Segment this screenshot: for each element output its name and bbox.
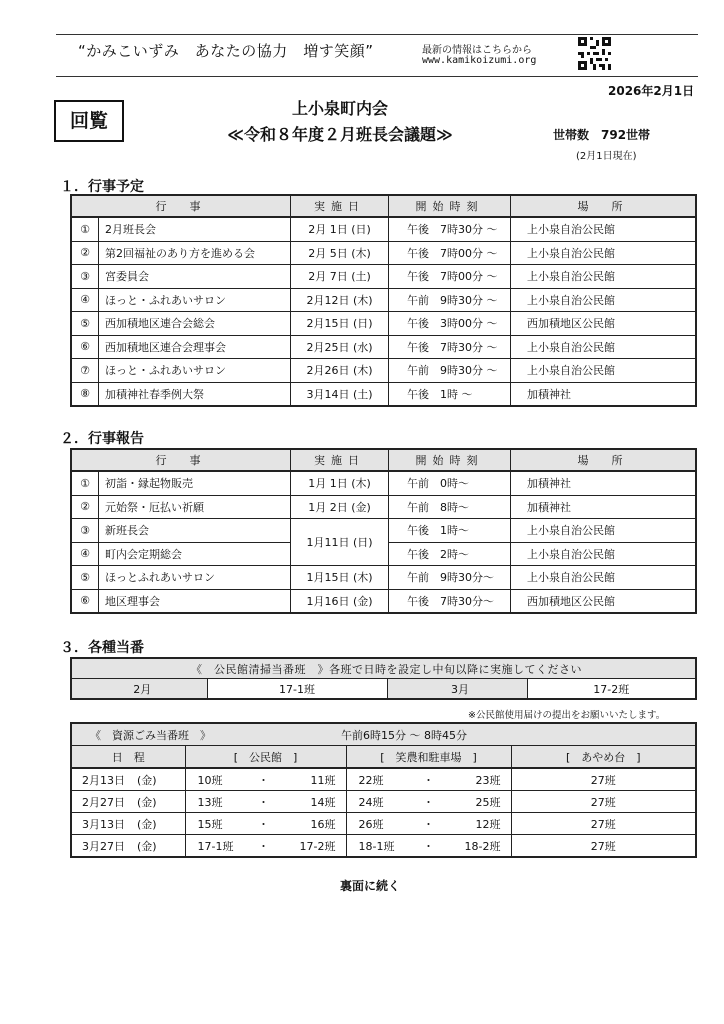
agenda-title: ≪令和８年度２月班長会議題≫ <box>227 125 453 144</box>
event-place: 上小泉自治公民館 <box>511 542 697 566</box>
col-header-date: 実施日 <box>291 195 389 217</box>
event-time: 午後 7時30分～ <box>389 589 511 613</box>
cleaning-month-2: 3月 <box>387 679 527 700</box>
garbage-date-dow: (金) <box>137 773 157 787</box>
separator-dot: ・ <box>241 813 286 835</box>
garbage-date-dow: (金) <box>137 795 157 809</box>
garbage-header-row <box>71 746 696 769</box>
garbage-title-row <box>71 723 696 746</box>
garbage-date <box>71 835 185 858</box>
household-count: 世帯数 792世帯 <box>553 128 651 142</box>
separator-dot: ・ <box>406 835 451 858</box>
event-date: 1月 2日 (金) <box>291 495 389 519</box>
event-name: ほっと・ふれあいサロン <box>99 288 291 312</box>
table-row <box>71 359 696 383</box>
event-time: 午後 7時00分 ～ <box>389 265 511 289</box>
event-name: 宮委員会 <box>99 265 291 289</box>
table-row <box>71 813 696 835</box>
schedule-table <box>70 194 697 407</box>
event-date: 2月26日 (木) <box>291 359 389 383</box>
parking-team-1: 22班 <box>346 768 406 791</box>
kominkan-team-2: 16班 <box>286 813 346 835</box>
row-number: ④ <box>71 542 99 566</box>
website-link[interactable]: www.kamikoizumi.org <box>422 55 537 66</box>
parking-team-1: 26班 <box>346 813 406 835</box>
garbage-col-kominkan: [ 公民館 ] <box>185 746 346 769</box>
col-header-time: 開始時刻 <box>389 449 511 471</box>
garbage-date-day: 2月27日 <box>82 795 125 809</box>
kominkan-team-1: 13班 <box>185 791 241 813</box>
parking-team-1: 24班 <box>346 791 406 813</box>
parking-team-1: 18-1班 <box>346 835 406 858</box>
event-place: 上小泉自治公民館 <box>511 519 697 543</box>
row-number: ④ <box>71 288 99 312</box>
event-name: 第2回福祉のあり方を進める会 <box>99 241 291 265</box>
ayamedai-team: 27班 <box>511 835 696 858</box>
parking-team-2: 25班 <box>451 791 511 813</box>
kominkan-team-2: 11班 <box>286 768 346 791</box>
col-header-time: 開始時刻 <box>389 195 511 217</box>
table-row <box>71 312 696 336</box>
parking-team-2: 23班 <box>451 768 511 791</box>
cleaning-team-2: 17-2班 <box>527 679 696 700</box>
table-row <box>71 495 696 519</box>
cleaning-row <box>71 679 696 700</box>
report-header-row <box>71 449 696 471</box>
garbage-date-dow: (金) <box>137 839 157 853</box>
event-place: 上小泉自治公民館 <box>511 217 697 241</box>
event-time: 午後 7時00分 ～ <box>389 241 511 265</box>
kairan-stamp: 回覧 <box>54 100 124 142</box>
qr-code-icon[interactable] <box>578 37 611 70</box>
event-name: 西加積地区連合会理事会 <box>99 335 291 359</box>
col-header-date: 実施日 <box>291 449 389 471</box>
table-row <box>71 241 696 265</box>
separator-dot: ・ <box>241 835 286 858</box>
separator-dot: ・ <box>406 813 451 835</box>
row-number: ① <box>71 471 99 495</box>
row-number: ⑤ <box>71 312 99 336</box>
col-header-place: 場 所 <box>511 195 697 217</box>
event-date: 2月 7日 (土) <box>291 265 389 289</box>
event-place: 西加積地区公民館 <box>511 589 697 613</box>
duty-heading: ３．各種当番 <box>60 640 144 656</box>
kominkan-team-1: 17-1班 <box>185 835 241 858</box>
event-name: 町内会定期総会 <box>99 542 291 566</box>
garbage-col-ayamedai: [ あやめ台 ] <box>511 746 696 769</box>
garbage-col-parking: [ 笑農和駐車場 ] <box>346 746 511 769</box>
kominkan-team-1: 15班 <box>185 813 241 835</box>
parking-team-2: 12班 <box>451 813 511 835</box>
event-place: 上小泉自治公民館 <box>511 265 697 289</box>
event-date: 1月16日 (金) <box>291 589 389 613</box>
row-number: ② <box>71 495 99 519</box>
table-row <box>71 382 696 406</box>
table-row <box>71 589 696 613</box>
ayamedai-team: 27班 <box>511 768 696 791</box>
event-name: ほっとふれあいサロン <box>99 566 291 590</box>
event-time: 午前 0時～ <box>389 471 511 495</box>
event-place: 上小泉自治公民館 <box>511 241 697 265</box>
schedule-header-row <box>71 195 696 217</box>
row-number: ⑤ <box>71 566 99 590</box>
table-row <box>71 471 696 495</box>
row-number: ⑥ <box>71 335 99 359</box>
household-count-date: (2月1日現在) <box>576 151 637 162</box>
table-row <box>71 835 696 858</box>
org-name: 上小泉町内会 <box>291 99 388 118</box>
latest-info-label: 最新の情報はこちらから <box>422 45 532 56</box>
cleaning-duty-table <box>70 657 697 700</box>
event-date: 1月11日 (日) <box>291 519 389 566</box>
event-time: 午前 9時30分 ～ <box>389 359 511 383</box>
event-time: 午前 9時30分 ～ <box>389 288 511 312</box>
parking-team-2: 18-2班 <box>451 835 511 858</box>
table-row <box>71 519 696 543</box>
issue-date: 2026年2月1日 <box>608 84 695 98</box>
separator-dot: ・ <box>406 791 451 813</box>
separator-dot: ・ <box>241 768 286 791</box>
event-date: 2月12日 (木) <box>291 288 389 312</box>
row-number: ③ <box>71 265 99 289</box>
table-row <box>71 265 696 289</box>
event-date: 2月 5日 (木) <box>291 241 389 265</box>
event-place: 西加積地区公民館 <box>511 312 697 336</box>
kominkan-team-2: 17-2班 <box>286 835 346 858</box>
col-header-place: 場 所 <box>511 449 697 471</box>
event-place: 加積神社 <box>511 382 697 406</box>
col-header-event: 行 事 <box>71 449 291 471</box>
event-name: 2月班長会 <box>99 217 291 241</box>
table-row <box>71 217 696 241</box>
separator-dot: ・ <box>241 791 286 813</box>
event-name: 初詣・縁起物販売 <box>99 471 291 495</box>
event-place: 上小泉自治公民館 <box>511 288 697 312</box>
garbage-col-date: 日 程 <box>71 746 185 769</box>
event-time: 午後 3時00分 ～ <box>389 312 511 336</box>
garbage-duty-table <box>70 722 697 858</box>
table-row <box>71 791 696 813</box>
garbage-time: 午前6時15分 ～ 8時45分 <box>286 723 696 746</box>
schedule-heading: １．行事予定 <box>60 179 144 195</box>
event-place: 加積神社 <box>511 495 697 519</box>
event-place: 上小泉自治公民館 <box>511 359 697 383</box>
row-number: ⑧ <box>71 382 99 406</box>
top-rule <box>56 34 698 35</box>
col-header-event: 行 事 <box>71 195 291 217</box>
cleaning-title-row <box>71 658 696 679</box>
garbage-date-day: 3月27日 <box>82 839 125 853</box>
row-number: ③ <box>71 519 99 543</box>
event-time: 午前 8時～ <box>389 495 511 519</box>
event-date: 2月15日 (日) <box>291 312 389 336</box>
event-name: 地区理事会 <box>99 589 291 613</box>
garbage-title: 《 資源ごみ当番班 》 <box>71 723 286 746</box>
event-name: ほっと・ふれあいサロン <box>99 359 291 383</box>
event-name: 西加積地区連合会総会 <box>99 312 291 336</box>
garbage-date-day: 3月13日 <box>82 817 125 831</box>
table-row <box>71 768 696 791</box>
row-number: ⑦ <box>71 359 99 383</box>
kominkan-team-1: 10班 <box>185 768 241 791</box>
cleaning-title: 《 公民館清掃当番班 》各班で日時を設定し中旬以降に実施してください <box>71 658 696 679</box>
row-number: ⑥ <box>71 589 99 613</box>
event-date: 1月 1日 (木) <box>291 471 389 495</box>
event-name: 加積神社春季例大祭 <box>99 382 291 406</box>
report-heading: ２．行事報告 <box>60 431 144 447</box>
garbage-date-dow: (金) <box>137 817 157 831</box>
usage-note: ※公民館使用届けの提出をお願いいたします。 <box>468 710 666 721</box>
event-date: 1月15日 (木) <box>291 566 389 590</box>
report-table <box>70 448 697 614</box>
table-row <box>71 566 696 590</box>
ayamedai-team: 27班 <box>511 791 696 813</box>
event-name: 新班長会 <box>99 519 291 543</box>
event-date: 3月14日 (土) <box>291 382 389 406</box>
event-date: 2月25日 (水) <box>291 335 389 359</box>
row-number: ① <box>71 217 99 241</box>
event-name: 元始祭・厄払い祈願 <box>99 495 291 519</box>
slogan: “かみこいずみ あなたの協力 増す笑顔” <box>78 42 374 60</box>
event-time: 午前 9時30分～ <box>389 566 511 590</box>
header-rule <box>56 76 698 77</box>
event-place: 上小泉自治公民館 <box>511 335 697 359</box>
cleaning-team-1: 17-1班 <box>207 679 387 700</box>
ayamedai-team: 27班 <box>511 813 696 835</box>
event-time: 午後 2時～ <box>389 542 511 566</box>
event-time: 午後 7時30分 ～ <box>389 217 511 241</box>
event-date: 2月 1日 (日) <box>291 217 389 241</box>
event-place: 加積神社 <box>511 471 697 495</box>
garbage-date-day: 2月13日 <box>82 773 125 787</box>
garbage-date <box>71 813 185 835</box>
cleaning-month-1: 2月 <box>71 679 207 700</box>
table-row <box>71 335 696 359</box>
event-place: 上小泉自治公民館 <box>511 566 697 590</box>
separator-dot: ・ <box>406 768 451 791</box>
garbage-date <box>71 768 185 791</box>
event-time: 午後 1時 ～ <box>389 382 511 406</box>
continued-on-back: 裏面に続く <box>340 879 401 893</box>
event-time: 午後 7時30分 ～ <box>389 335 511 359</box>
kominkan-team-2: 14班 <box>286 791 346 813</box>
event-time: 午後 1時～ <box>389 519 511 543</box>
row-number: ② <box>71 241 99 265</box>
garbage-date <box>71 791 185 813</box>
table-row <box>71 288 696 312</box>
